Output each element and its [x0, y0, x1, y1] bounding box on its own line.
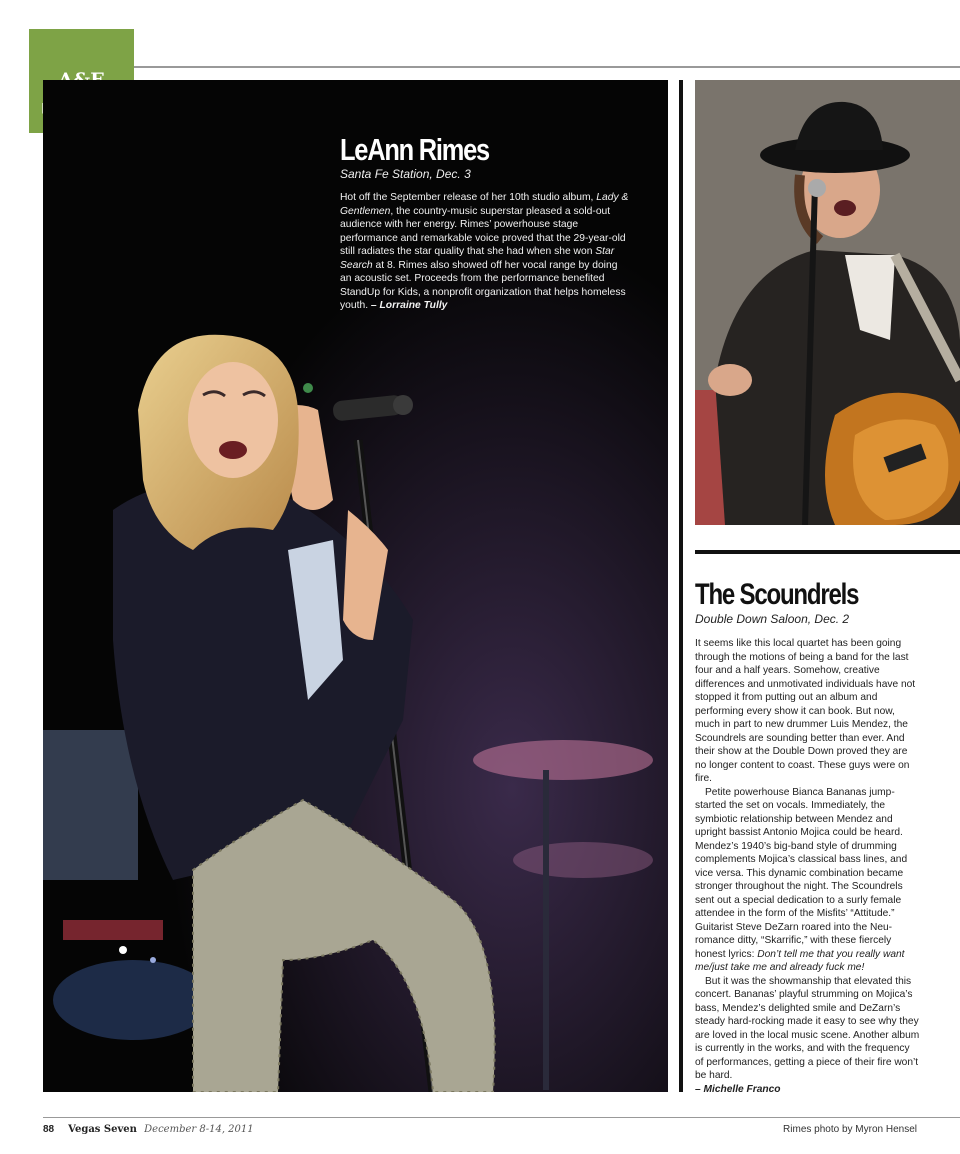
- side-byline: – Michelle Franco: [695, 1083, 781, 1095]
- side-paragraph-2-text: Petite powerhouse Bianca Bananas jump-started the set on vocals. Immediately, the symbiotic relationship between Mendez and upright bassist Antonio Mojica could be heard. Mendez’s 1940’s big-band style of drumming complements Mojica’s classical bass lines, and vice versa. This dynamic combination became stronger throughout the night. The Scoundrels sent out a special dedication to a surly female attendee in the form of the Misfits’ “Attitude.” Guitarist Steve DeZarn roared into the Neu-romance ditty, “Skarrific,” with these fiercely honest lyrics:: [695, 786, 908, 960]
- issue-date: December 8-14, 2011: [144, 1124, 254, 1135]
- lead-byline: – Lorraine Tully: [370, 300, 448, 311]
- bottom-rule: [43, 1117, 960, 1118]
- page-footer: [43, 1124, 254, 1135]
- side-paragraph-3: But it was the showmanship that elevated this concert. Bananas’ playful strumming on Mojica’s bass, Mendez’s delighted smile and DeZarn’s steady hard-rocking made it easy to see why they are loved in the local music scene. Another album is currently in the works, and with the frequency of performances, getting a piece of their fire won’t be hard.: [695, 975, 920, 1081]
- side-article-title: The Scoundrels: [695, 578, 859, 611]
- main-concert-photo: [43, 80, 668, 1092]
- lead-article-venue: Santa Fe Station, Dec. 3: [340, 167, 471, 181]
- side-article-venue: Double Down Saloon, Dec. 2: [695, 612, 850, 626]
- side-rule: [695, 550, 960, 554]
- side-concert-photo: [695, 80, 960, 525]
- photo-credit: Rimes photo by Myron Hensel: [783, 1124, 917, 1135]
- guitarist-photo-illustration: [695, 80, 960, 525]
- album-title: Lady & Gentlemen: [340, 192, 629, 217]
- lead-body-part-1: Hot off the September release of her 10th studio album,: [340, 192, 594, 203]
- side-article-body: [695, 637, 920, 1096]
- lead-article-body: [340, 191, 630, 313]
- lead-body-part-2: , the country-music superstar pleased a sold-out audience with her energy. Rimes’ powerhouse stage performance and remarkable voice proved that the 29-year-old still radiates the star quality that she had when she won: [340, 205, 626, 257]
- lead-article-title: LeAnn Rimes: [340, 132, 489, 167]
- column-rule: [679, 80, 683, 1092]
- lead-body-part-3: at 8. Rimes also showed off her vocal range by doing an acoustic set. Proceeds from the performance benefited StandUp for Kids, a nonprofit organization that helps homeless youth.: [340, 259, 626, 311]
- page-number: 88: [43, 1124, 55, 1135]
- show-title: Star Search: [340, 246, 615, 271]
- magazine-name: Vegas Seven: [68, 1124, 137, 1135]
- side-paragraph-1: It seems like this local quartet has been going through the motions of being a band for the last four and a half years. Somehow, creative differences and unmotivated individuals have not stopped it from putting out an album and performing every show it can book. But now, much in part to new drummer Luis Mendez, the Scoundrels are sounding better than ever. And their show at the Double Down proved they are no longer content to coast. These guys were on fire.: [695, 638, 916, 784]
- side-paragraph-2: [695, 786, 920, 975]
- song-lyrics: Don’t tell me that you really want me/just take me and already fuck me!: [695, 948, 905, 973]
- top-rule: [134, 66, 960, 68]
